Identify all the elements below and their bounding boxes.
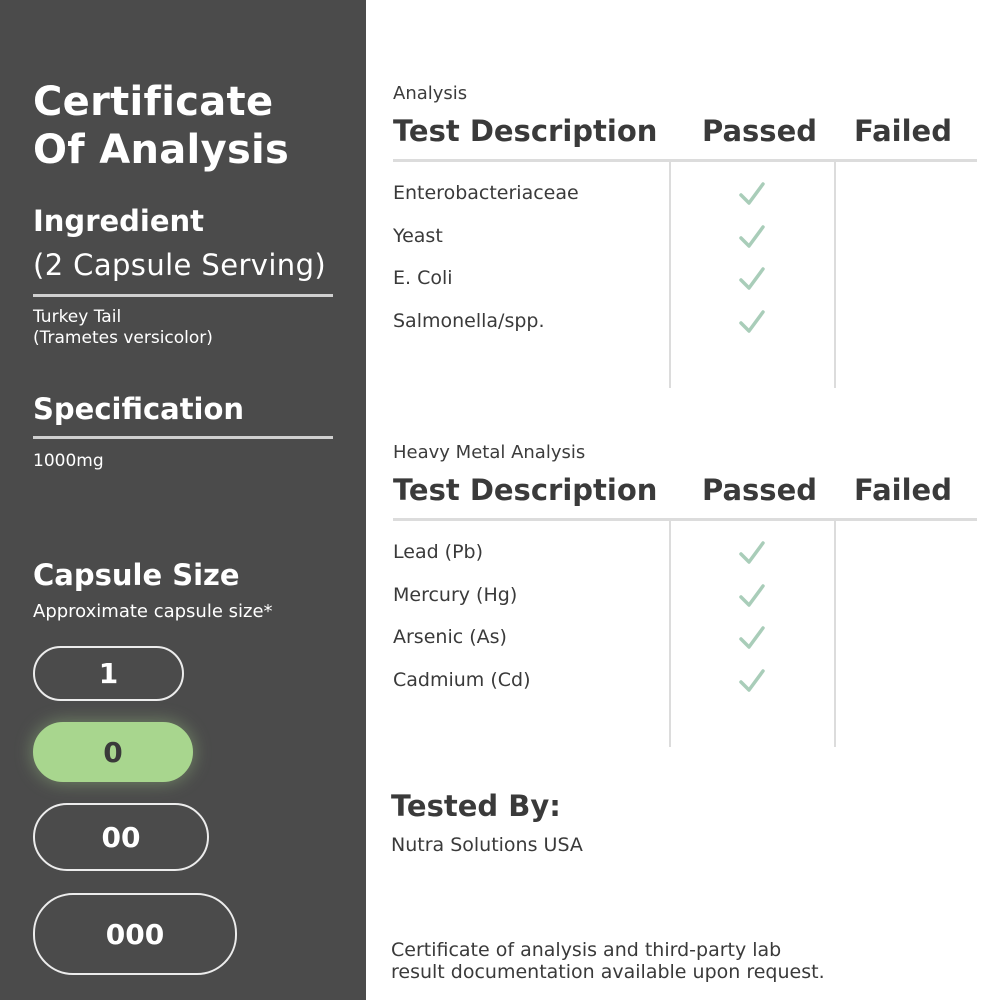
footer-note: [391, 939, 951, 983]
analysis-section-label: Analysis: [393, 83, 468, 104]
page-title: [33, 78, 289, 174]
checkmark-icon: [738, 180, 766, 208]
ingredient-divider: [33, 294, 333, 297]
left-panel: [0, 0, 366, 1000]
capsule-size-00: 00: [33, 803, 209, 871]
heavy-metal-column-divider: [669, 521, 671, 747]
checkmark-icon: [738, 624, 766, 652]
analysis-column-divider: [834, 162, 836, 388]
checkmark-icon: [738, 308, 766, 336]
analysis-header-description: Test Description: [393, 114, 658, 148]
analysis-header-passed: Passed: [702, 114, 817, 148]
ingredient-value: [33, 307, 213, 349]
specification-divider: [33, 436, 333, 439]
capsule-size-0-selected: 0: [33, 722, 193, 782]
capsule-size-heading: Capsule Size: [33, 558, 240, 592]
analysis-header-divider: [393, 159, 977, 162]
analysis-row-label: Enterobacteriaceae: [393, 182, 579, 204]
analysis-row-label: E. Coli: [393, 267, 453, 289]
capsule-size-note: Approximate capsule size*: [33, 601, 273, 622]
analysis-row-label: Salmonella/spp.: [393, 310, 545, 332]
capsule-size-000: 000: [33, 893, 237, 975]
specification-heading: Specification: [33, 392, 245, 426]
capsule-size-1: 1: [33, 646, 184, 701]
analysis-header-failed: Failed: [854, 114, 952, 148]
analysis-row-label: Yeast: [393, 225, 443, 247]
ingredient-latin-name: (Trametes versicolor): [33, 328, 213, 348]
heavy-metal-header-failed: Failed: [854, 473, 952, 507]
ingredient-name: Turkey Tail: [33, 307, 122, 327]
heavy-metal-header-description: Test Description: [393, 473, 658, 507]
right-panel: [366, 0, 1000, 1000]
ingredient-heading: Ingredient: [33, 204, 205, 238]
analysis-column-divider: [669, 162, 671, 388]
heavy-metal-row-label: Lead (Pb): [393, 541, 484, 563]
tested-by-heading: Tested By:: [391, 789, 561, 823]
heavy-metal-header-passed: Passed: [702, 473, 817, 507]
tested-by-value: Nutra Solutions USA: [391, 834, 583, 856]
footer-line-2: result documentation available upon request.: [391, 961, 825, 983]
title-line-2: Of Analysis: [33, 127, 290, 173]
heavy-metal-header-divider: [393, 518, 977, 521]
checkmark-icon: [738, 582, 766, 610]
heavy-metal-row-label: Mercury (Hg): [393, 584, 518, 606]
heavy-metal-row-label: Arsenic (As): [393, 626, 507, 648]
footer-line-1: Certificate of analysis and third-party lab: [391, 939, 782, 961]
checkmark-icon: [738, 667, 766, 695]
ingredient-serving: (2 Capsule Serving): [33, 248, 327, 282]
specification-value: 1000mg: [33, 451, 104, 471]
heavy-metal-row-label: Cadmium (Cd): [393, 669, 531, 691]
heavy-metal-column-divider: [834, 521, 836, 747]
title-line-1: Certificate: [33, 79, 274, 125]
checkmark-icon: [738, 539, 766, 567]
heavy-metal-section-label: Heavy Metal Analysis: [393, 442, 586, 463]
checkmark-icon: [738, 265, 766, 293]
checkmark-icon: [738, 223, 766, 251]
